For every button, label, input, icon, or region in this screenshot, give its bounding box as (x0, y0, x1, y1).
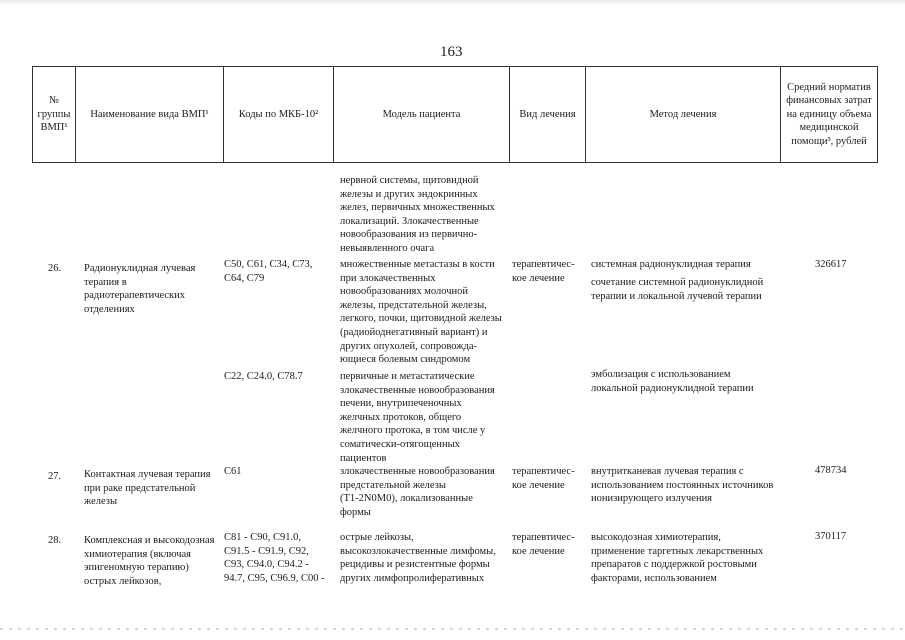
row-28-model: острые лейкозы, высокозлокачественные лимфомы, рецидивы и резистентные формы других лимфопролиферативных (340, 532, 496, 584)
row-28-number: 28. (48, 535, 62, 546)
row-28-cost: 370117 (815, 531, 847, 542)
row-26-cost: 326617 (815, 259, 847, 270)
row-28-method: высокодозная химиотерапия, применение таргетных лекарственных препаратов с поддержкой ростовыми факторами, использованием (591, 532, 764, 584)
header-treatment-method: Метод лечения (649, 108, 717, 120)
row-26-model-a: множественные метастазы в кости при злокачественных новообразованиях молочной железы, предстательной железы, легкого, почки, щитовидной железы (радиойоднегативный вариант) и других опухолей, сопровожда- ющиеся болевым синдромом (340, 259, 502, 366)
row-26-model-b: первичные и метастатические злокачественные новообразования печени, внутрипеченочных желчных протоков, общего желчного протока, в том числе у соматически-отягощенных пациентов (340, 371, 495, 464)
row-28-name: Комплексная и высокодозная химиотерапия (включая эпигеномную терапию) острых лейкозов, (84, 535, 215, 587)
continued-patient-model: нервной системы, щитовидной железы и других эндокринных желез, первичных множественных локализаций. Злокачественные новообразования из первично- невыявленного очага (340, 175, 495, 254)
row-28-codes: C81 - C90, C91.0, C91.5 - C91.9, C92, C93, C94.0, C94.2 - 94.7, C95, C96.9, C00 - (224, 532, 325, 584)
row-27-method: внутритканевая лучевая терапия с использованием постоянных источников ионизирующего излучения (591, 466, 774, 505)
row-27-treatment: терапевтичес- кое лечение (512, 466, 575, 491)
row-27-model: злокачественные новообразования предстательной железы (T1-2N0M0), локализованные формы (340, 466, 495, 518)
row-26-method-a2: сочетание системной радионуклидной терапии и локальной лучевой терапии (591, 277, 764, 302)
col-divider-8 (877, 66, 878, 163)
header-treatment-type: Вид лечения (519, 108, 576, 120)
scan-artifact-bottom (0, 628, 905, 630)
row-27-codes: C61 (224, 466, 242, 477)
header-bottom-rule (32, 162, 878, 163)
row-27-number: 27. (48, 471, 62, 482)
header-patient-model: Модель пациента (382, 108, 461, 120)
row-28-treatment: терапевтичес- кое лечение (512, 532, 575, 557)
row-27-name: Контактная лучевая терапия при раке предстательной железы (84, 469, 211, 508)
row-26-method-a1: системная радионуклидная терапия (591, 259, 751, 270)
header-group-number: № группы ВМП¹ (37, 95, 71, 134)
row-26-number: 26. (48, 263, 62, 274)
row-27-cost: 478734 (815, 465, 847, 476)
row-26-method-b: эмболизация с использованием локальной радионуклидной терапии (591, 369, 754, 394)
header-average-cost: Средний норматив финансовых затрат на единицу объема медицинской помощи³, рублей (786, 81, 872, 147)
scan-shadow-top (0, 0, 905, 6)
row-26-name: Радионуклидная лучевая терапия в радиотерапевтических отделениях (84, 263, 196, 315)
header-icd-codes: Коды по МКБ-10² (238, 108, 319, 120)
row-26-codes-a: C50, C61, C34, C73, C64, C79 (224, 259, 313, 284)
row-26-codes-b: C22, C24.0, C78.7 (224, 371, 303, 382)
header-vmp-name: Наименование вида ВМП¹ (90, 108, 209, 120)
row-26-treatment-a: терапевтичес- кое лечение (512, 259, 575, 284)
page-number: 163 (440, 44, 463, 60)
